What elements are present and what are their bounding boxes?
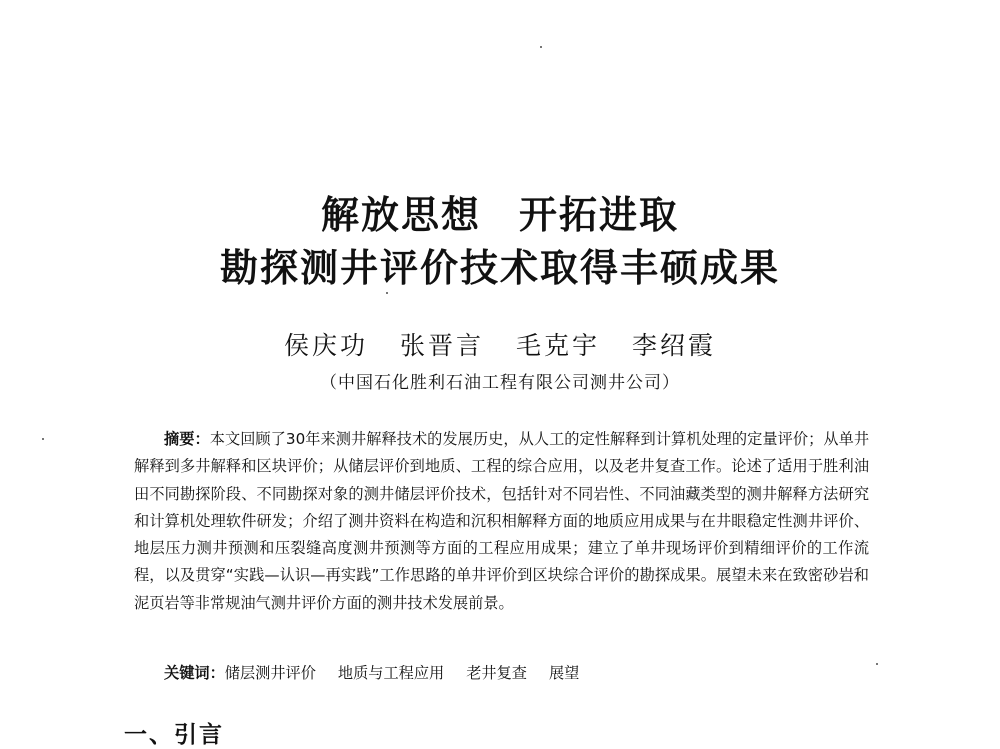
title-part-2: 开拓进取 [519, 193, 680, 237]
author-name: 侯庆功 [283, 331, 368, 360]
author-list [0, 326, 1000, 362]
scan-speck [42, 438, 44, 440]
scan-speck [386, 292, 388, 294]
keyword: 老井复查 [466, 664, 527, 682]
paper-title-line-1 [0, 184, 1000, 239]
author-affiliation: （中国石化胜利石油工程有限公司测井公司） [320, 373, 680, 393]
abstract [134, 426, 869, 617]
scan-speck [540, 46, 542, 48]
title-part-1: 解放思想 [320, 193, 481, 237]
author-name: 张晋言 [399, 331, 484, 360]
author-name: 毛克宇 [516, 331, 601, 360]
keyword: 储层测井评价 [224, 664, 316, 682]
section-heading: 一、引言 [124, 722, 224, 748]
abstract-label: 摘要： [164, 430, 210, 448]
keywords [164, 662, 601, 683]
keywords-label: 关键词： [164, 664, 225, 682]
author-name: 李绍霞 [632, 331, 717, 360]
scan-speck [876, 663, 878, 665]
paper-title-line-2: 勘探测井评价技术取得丰硕成果 [219, 246, 780, 290]
keyword: 展望 [548, 664, 580, 682]
abstract-text: 本文回顾了30年来测井解释技术的发展历史，从人工的定性解释到计算机处理的定量评价；从单井解释到多井解释和区块评价；从储层评价到地质、工程的综合应用，以及老井复查工作。论述了适用于胜利油田不同勘探阶段、不同勘探对象的测井储层评价技术，包括针对不同岩性、不同油藏类型的测井解释方法研究和计算机处理软件研发；介绍了测井资料在构造和沉积相解释方面的地质应用成果与在井眼稳定性测井评价、地层压力测井预测和压裂缝高度测井预测等方面的工程应用成果；建立了单井现场评价到精细评价的工作流程，以及贯穿“实践—认识—再实践”工作思路的单井评价到区块综合评价的勘探成果。展望未来在致密砂岩和泥页岩等非常规油气测井评价方面的测井技术发展前景。 [134, 430, 870, 612]
keyword: 地质与工程应用 [337, 664, 445, 682]
